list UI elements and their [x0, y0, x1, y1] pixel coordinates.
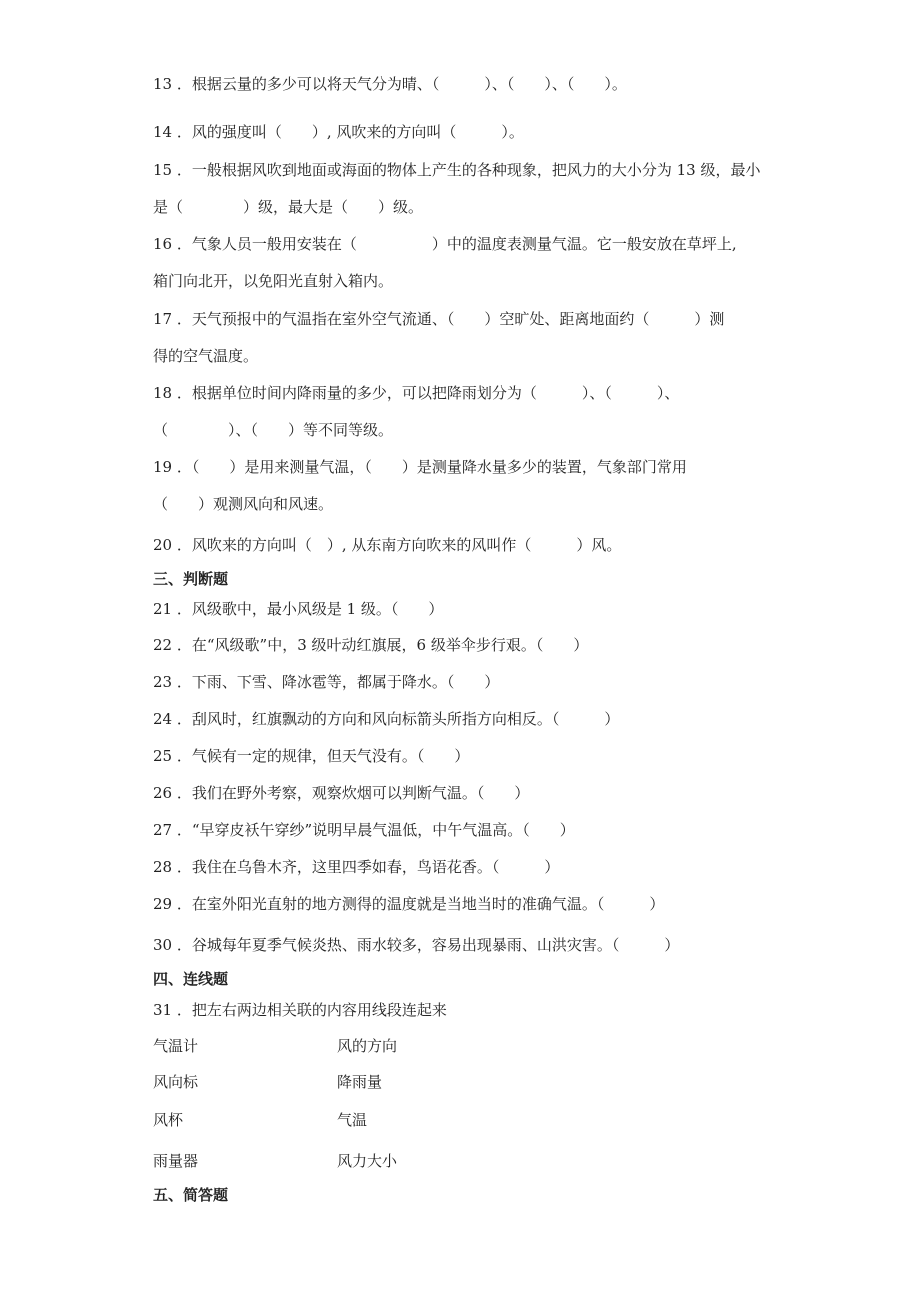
matching-right-item: 风的方向	[337, 1037, 398, 1055]
question-27: 27 ．“早穿皮袄午穿纱”说明早晨气温低，中午气温高。（ ）	[153, 821, 575, 839]
question-31: 31 ．把左右两边相关联的内容用线段连起来	[153, 1001, 447, 1019]
matching-right-item: 降雨量	[337, 1073, 383, 1091]
question-24: 24 ．刮风时，红旗飘动的方向和风向标箭头所指方向相反。（ ）	[153, 710, 620, 728]
section-heading-matching: 四、连线题	[153, 970, 229, 988]
question-16-cont: 箱门向北开，以免阳光直射入箱内。	[153, 272, 394, 290]
matching-right-item: 气温	[337, 1111, 368, 1129]
question-19-cont: （ ）观测风向和风速。	[153, 495, 334, 513]
matching-left-item: 气温计	[153, 1037, 199, 1055]
question-17: 17 ．天气预报中的气温指在室外空气流通、（ ）空旷处、距离地面约（ ）测	[153, 310, 725, 328]
question-18-cont: （ ）、（ ）等不同等级。	[153, 421, 394, 439]
question-15-cont: 是（ ）级，最大是（ ）级。	[153, 198, 424, 216]
question-25: 25 ．气候有一定的规律，但天气没有。（ ）	[153, 747, 470, 765]
matching-right-item: 风力大小	[337, 1152, 398, 1170]
matching-left-item: 雨量器	[153, 1152, 199, 1170]
question-17-cont: 得的空气温度。	[153, 347, 259, 365]
question-13: 13 ．根据云量的多少可以将天气分为晴、（ ）、（ ）、（ ）。	[153, 75, 627, 93]
question-14: 14 ．风的强度叫（ ）, 风吹来的方向叫（ ）。	[153, 123, 524, 141]
question-29: 29 ．在室外阳光直射的地方测得的温度就是当地当时的准确气温。（ ）	[153, 895, 665, 913]
question-15: 15 ．一般根据风吹到地面或海面的物体上产生的各种现象，把风力的大小分为 13 级，最小	[153, 161, 761, 179]
question-21: 21 ．风级歌中，最小风级是 1 级。（ ）	[153, 600, 444, 618]
matching-left-item: 风杯	[153, 1111, 184, 1129]
question-19: 19 ．（ ）是用来测量气温，（ ）是测量降水量多少的装置，气象部门常用	[153, 458, 687, 476]
matching-left-item: 风向标	[153, 1073, 199, 1091]
question-30: 30 ．谷城每年夏季气候炎热、雨水较多，容易出现暴雨、山洪灾害。（ ）	[153, 936, 680, 954]
question-23: 23 ．下雨、下雪、降冰雹等，都属于降水。（ ）	[153, 673, 500, 691]
section-heading-judgment: 三、判断题	[153, 570, 229, 588]
question-28: 28 ．我住在乌鲁木齐，这里四季如春，鸟语花香。（ ）	[153, 858, 560, 876]
question-20: 20 ．风吹来的方向叫（ ）, 从东南方向吹来的风叫作（ ）风。	[153, 536, 622, 554]
question-18: 18 ．根据单位时间内降雨量的多少，可以把降雨划分为（ ）、（ ）、	[153, 384, 680, 402]
section-heading-short-answer: 五、简答题	[153, 1186, 229, 1204]
question-16: 16 ．气象人员一般用安装在（ ）中的温度表测量气温。它一般安放在草坪上,	[153, 235, 737, 253]
question-22: 22 ．在“风级歌”中，3 级叶动红旗展，6 级举伞步行艰。（ ）	[153, 636, 589, 654]
question-26: 26 ．我们在野外考察，观察炊烟可以判断气温。（ ）	[153, 784, 530, 802]
